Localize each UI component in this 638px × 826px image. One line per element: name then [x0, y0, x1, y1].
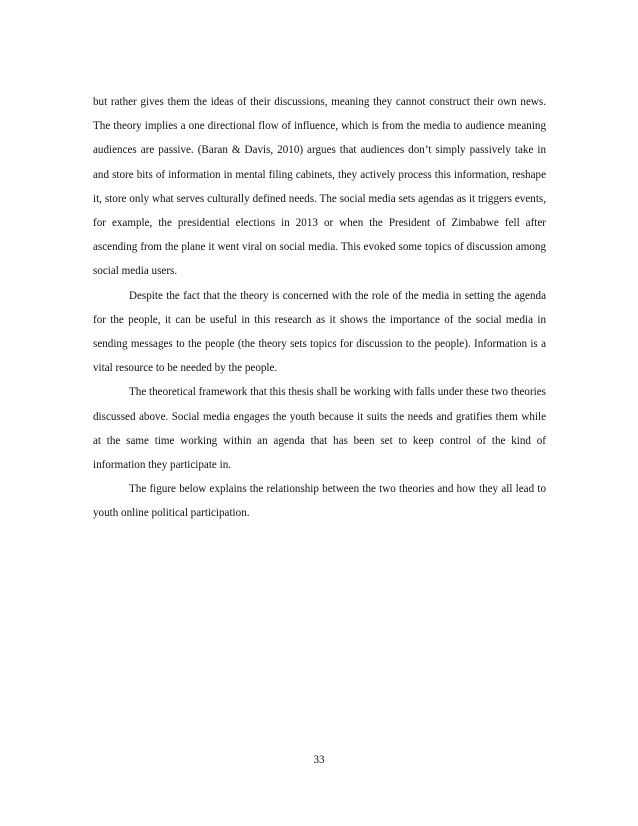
paragraph-2: Despite the fact that the theory is concerned with the role of the media in setting the agenda for the people, it can be useful in this research as it shows the importance of the social media in sending messages to the people (the theory sets topics for discussion to the people). Information is a vital resource to be needed by the people.: [93, 289, 546, 375]
paragraph-3: The theoretical framework that this thesis shall be working with falls under these two theories discussed above. Social media engages the youth because it suits the needs and gratifies them while at the same time working within an agenda that has been set to keep control of the kind of information they participate in.: [93, 386, 546, 472]
body-text: [93, 90, 546, 526]
paragraph-4: The figure below explains the relationship between the two theories and how they all lead to youth online political participation.: [93, 483, 546, 520]
page-number: 33: [313, 754, 325, 766]
paragraph-1: but rather gives them the ideas of their discussions, meaning they cannot construct their own news. The theory implies a one directional flow of influence, which is from the media to audience meaning audiences are passive. (Baran & Davis, 2010) argues that audiences don’t simply passively take in and store bits of information in mental filing cabinets, they actively process this information, reshape it, store only what serves culturally defined needs. The social media sets agendas as it triggers events, for example, the presidential elections in 2013 or when the President of Zimbabwe fell after ascending from the plane it went viral on social media. This evoked some topics of discussion among social media users.: [93, 96, 546, 278]
